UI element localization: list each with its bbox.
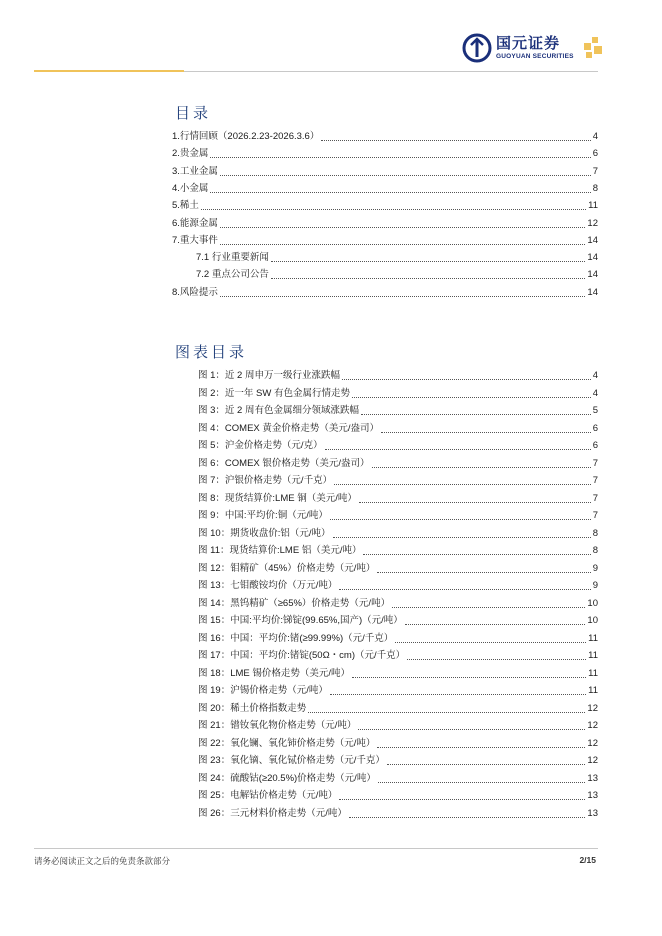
toc-entry-label: 图 16：中国：平均价:锗(≥99.99%)（元/千克）: [198, 632, 394, 644]
toc-entry-page: 7: [592, 457, 598, 469]
toc-entry-label: 7.2 重点公司公告: [196, 269, 269, 281]
toc-entry-page: 4: [592, 387, 598, 399]
toc-entry-label: 8.风险提示: [172, 286, 218, 298]
toc-leader-dots: [220, 295, 585, 297]
toc-entry[interactable]: [198, 457, 598, 471]
toc-entry-page: 6: [592, 440, 598, 451]
toc-entry[interactable]: [172, 130, 598, 144]
toc-leader-dots: [210, 156, 590, 158]
gold-squares-icon: [580, 37, 602, 59]
toc-leader-dots: [339, 798, 585, 800]
page-number: 2/15: [579, 855, 596, 865]
toc-leader-dots: [405, 623, 586, 625]
company-name-cn: 国元证券: [496, 35, 561, 52]
toc-entry-label: 图 13：七钼酸铵均价（万元/吨）: [198, 580, 338, 591]
toc-entry-page: 9: [592, 580, 598, 591]
company-logo: [462, 30, 602, 66]
toc-entry[interactable]: [198, 807, 598, 821]
toc-entry-label: 图 3：近 2 周有色金属细分领域涨跌幅: [198, 405, 359, 416]
toc-leader-dots: [220, 243, 585, 245]
toc-entry-label: 图 5：沪金价格走势（元/克）: [198, 440, 323, 451]
toc-entry[interactable]: [198, 387, 598, 401]
toc-entry-label: 图 9：中国:平均价:铜（元/吨）: [198, 510, 328, 521]
toc-entry-label: 7.1 行业重要新闻: [196, 252, 269, 264]
footer-divider: [34, 848, 598, 849]
toc-leader-dots: [220, 174, 591, 176]
toc-entry-page: 14: [587, 234, 598, 246]
toc-leader-dots: [308, 711, 585, 713]
toc-entry-label: 图 12：钼精矿（45%）价格走势（元/吨）: [198, 562, 376, 574]
toc-entry[interactable]: [198, 597, 598, 611]
toc-entry[interactable]: [198, 737, 598, 751]
toc-leader-dots: [330, 693, 586, 695]
toc-leader-dots: [378, 781, 586, 783]
toc-entry-label: 图 7：沪银价格走势（元/千克）: [198, 475, 333, 486]
toc-entry-page: 5: [592, 405, 598, 416]
toc-entry-page: 12: [587, 755, 598, 766]
toc-entry-label: 7.重大事件: [172, 234, 218, 246]
toc-entry-page: 12: [587, 737, 598, 749]
toc-entry[interactable]: [198, 719, 598, 733]
toc-entry-page: 7: [592, 510, 598, 521]
toc-entry-page: 11: [588, 667, 598, 679]
toc-leader-dots: [321, 139, 590, 141]
toc-leader-dots: [339, 588, 590, 590]
toc-entry-page: 8: [592, 527, 598, 539]
toc-entry-label: 图 21：镨钕氧化物价格走势（元/吨）: [198, 720, 357, 731]
toc-entry-label: 图 14：黑钨精矿（≥65%）价格走势（元/吨）: [198, 597, 391, 609]
toc-entry-label: 5.稀土: [172, 200, 199, 212]
toc-leader-dots: [271, 277, 586, 279]
toc-entry-page: 8: [592, 545, 598, 556]
toc-leader-dots: [392, 606, 585, 608]
toc-title: 目录: [175, 104, 212, 122]
toc-entry-page: 12: [587, 217, 598, 229]
toc-entry-page: 9: [592, 562, 598, 574]
toc-entry[interactable]: [198, 702, 598, 716]
toc-entry[interactable]: [198, 614, 598, 628]
toc-entry[interactable]: [198, 772, 598, 786]
toc-leader-dots: [349, 816, 586, 818]
toc-entry[interactable]: [172, 199, 598, 213]
toc-entry-page: 11: [588, 650, 598, 661]
toc-entry[interactable]: [198, 404, 598, 418]
footer-disclaimer: 请务必阅读正文之后的免责条款部分: [34, 856, 171, 866]
toc-entry-page: 4: [592, 131, 598, 142]
toc-entry-label: 2.贵金属: [172, 148, 209, 160]
toc-entry[interactable]: [198, 492, 598, 506]
toc-entry-page: 11: [588, 685, 598, 696]
figures-toc-title: 图表目录: [175, 343, 248, 361]
toc-entry-label: 图 11：现货结算价:LME 铝（美元/吨）: [198, 545, 362, 556]
toc-entry[interactable]: [172, 286, 598, 300]
toc-leader-dots: [381, 431, 591, 433]
toc-leader-dots: [387, 763, 586, 765]
toc-entry-label: 1.行情回顾（2026.2.23-2026.3.6）: [172, 131, 320, 142]
toc-entry[interactable]: [198, 632, 598, 646]
toc-leader-dots: [352, 396, 591, 398]
toc-entry-page: 8: [592, 182, 598, 194]
toc-entry-page: 12: [587, 702, 598, 714]
toc-entry-label: 4.小金属: [172, 182, 209, 194]
toc-entry-page: 10: [587, 615, 598, 626]
toc-entry[interactable]: [198, 667, 598, 681]
toc-entry-label: 图 8：现货结算价:LME 铜（美元/吨）: [198, 492, 357, 504]
toc-entry[interactable]: [172, 217, 598, 231]
toc-entry[interactable]: [196, 268, 598, 282]
toc-leader-dots: [363, 553, 590, 555]
toc-leader-dots: [358, 728, 585, 730]
toc-leader-dots: [330, 518, 591, 520]
toc-leader-dots: [407, 658, 586, 660]
toc-entry-label: 图 24：硫酸钴(≥20.5%)价格走势（元/吨）: [198, 772, 376, 784]
toc-leader-dots: [220, 226, 585, 228]
toc-entry-label: 图 6：COMEX 银价格走势（美元/盎司）: [198, 457, 370, 469]
toc-leader-dots: [361, 413, 591, 415]
toc-leader-dots: [271, 260, 586, 262]
toc-entry-label: 图 1：近 2 周申万一级行业涨跌幅: [198, 370, 340, 381]
toc-entry-page: 6: [592, 148, 598, 160]
company-name-en: GUOYUAN SECURITIES: [496, 53, 574, 60]
toc-entry-page: 4: [592, 370, 598, 381]
toc-entry-label: 图 22：氧化镧、氧化铈价格走势（元/吨）: [198, 737, 376, 749]
toc-entry-page: 7: [592, 165, 598, 177]
toc-entry-page: 7: [592, 475, 598, 486]
toc-entry[interactable]: [198, 684, 598, 698]
toc-entry-label: 6.能源金属: [172, 217, 218, 229]
toc-entry-label: 图 19：沪锡价格走势（元/吨）: [198, 685, 328, 696]
toc-entry[interactable]: [198, 544, 598, 558]
toc-entry-page: 7: [592, 492, 598, 504]
toc-entry[interactable]: [196, 251, 598, 265]
toc-entry[interactable]: [198, 422, 598, 436]
toc-leader-dots: [333, 536, 591, 538]
toc-entry[interactable]: [198, 579, 598, 593]
toc-entry[interactable]: [198, 369, 598, 383]
toc-entry-page: 13: [587, 790, 598, 801]
toc-entry-label: 图 20：稀土价格指数走势: [198, 702, 307, 714]
toc-leader-dots: [359, 501, 591, 503]
page-header: [0, 0, 662, 80]
toc-entry[interactable]: [172, 165, 598, 179]
toc-leader-dots: [334, 483, 591, 485]
toc-leader-dots: [342, 378, 591, 380]
header-accent-bar: [34, 70, 184, 72]
toc-entry-page: 14: [587, 269, 598, 281]
toc-entry[interactable]: [172, 182, 598, 196]
toc-entry[interactable]: [198, 649, 598, 663]
toc-entry-page: 11: [588, 632, 598, 644]
toc-entry-page: 14: [587, 286, 598, 298]
toc-entry-page: 12: [587, 720, 598, 731]
guoyuan-logo-icon: [462, 33, 492, 63]
toc-leader-dots: [395, 641, 586, 643]
toc-leader-dots: [201, 208, 586, 210]
toc-leader-dots: [210, 191, 590, 193]
toc-entry-label: 图 2：近一年 SW 有色金属行情走势: [198, 387, 351, 399]
toc-leader-dots: [325, 448, 591, 450]
toc-entry-page: 14: [587, 252, 598, 264]
toc-entry-label: 图 17：中国：平均价:锗锭(50Ω・cm)（元/千克）: [198, 650, 406, 661]
toc-entry[interactable]: [198, 439, 598, 453]
toc-entry-label: 图 25：电解钴价格走势（元/吨）: [198, 790, 338, 801]
toc-entry-label: 图 10：期货收盘价:铝（元/吨）: [198, 527, 331, 539]
toc-entry[interactable]: [198, 527, 598, 541]
toc-entry-label: 图 4：COMEX 黄金价格走势（美元/盎司）: [198, 422, 380, 434]
toc-entry[interactable]: [198, 754, 598, 768]
toc-entry-page: 10: [587, 597, 598, 609]
toc-entry[interactable]: [172, 234, 598, 248]
toc-entry-page: 13: [587, 807, 598, 819]
toc-leader-dots: [377, 571, 590, 573]
toc-entry[interactable]: [172, 147, 598, 161]
toc-entry-label: 3.工业金属: [172, 165, 218, 177]
toc-entry-label: 图 18：LME 锡价格走势（美元/吨）: [198, 667, 351, 679]
toc-leader-dots: [352, 676, 586, 678]
toc-entry-label: 图 15：中国:平均价:锑锭(99.65%,国产)（元/吨）: [198, 615, 403, 626]
toc-leader-dots: [372, 466, 591, 468]
toc-entry[interactable]: [198, 509, 598, 523]
toc-entry-page: 13: [587, 772, 598, 784]
toc-entry[interactable]: [198, 562, 598, 576]
toc-entry-page: 11: [588, 200, 598, 212]
toc-entry-label: 图 26：三元材料价格走势（元/吨）: [198, 807, 347, 819]
toc-entry[interactable]: [198, 474, 598, 488]
toc-entry[interactable]: [198, 789, 598, 803]
toc-leader-dots: [377, 746, 585, 748]
toc-entry-page: 6: [592, 422, 598, 434]
toc-entry-label: 图 23：氧化镝、氧化铽价格走势（元/千克）: [198, 755, 385, 766]
